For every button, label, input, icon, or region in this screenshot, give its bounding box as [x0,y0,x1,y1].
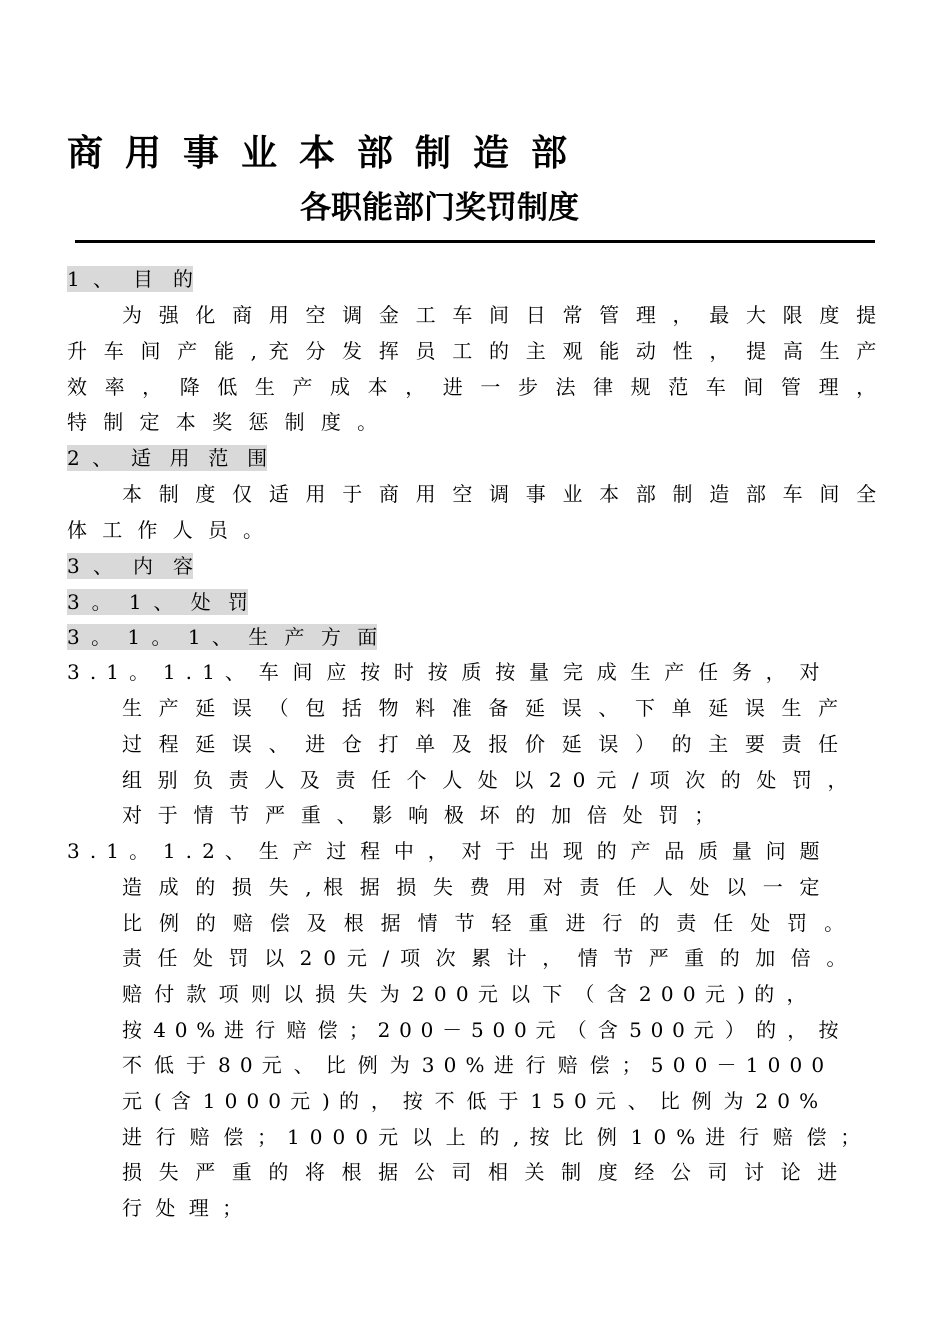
item-line: 3 . 1 。 1 . 2 、 生 产 过 程 中 ， 对 于 出 现 的 产 品 质 量 问 题 [67,839,820,863]
paragraph-line: 本 制 度 仅 适 用 于 商 用 空 调 事 业 本 部 制 造 部 车 间 全 [122,482,877,506]
item-line: 元 ( 含 1 0 0 0 元 ) 的 ， 按 不 低 于 1 5 0 元 、 比 例 为 2 0 % [122,1089,819,1113]
item-line: 损 失 严 重 的 将 根 据 公 司 相 关 制 度 经 公 司 讨 论 进 [122,1160,838,1184]
paragraph-line: 体 工 作 人 员 。 [67,518,264,542]
section-heading-penalty: 3 。 1 、 处 罚 [67,590,249,614]
item-line: 比 例 的 赔 偿 及 根 据 情 节 轻 重 进 行 的 责 任 处 罚 。 [122,911,845,935]
item-line: 过 程 延 误 、 进 仓 打 单 及 报 价 延 误 ） 的 主 要 责 任 [122,732,839,756]
section-heading-production: 3 。 1 。 1 、 生 产 方 面 [67,625,378,649]
paragraph-line: 升 车 间 产 能 , 充 分 发 挥 员 工 的 主 观 能 动 性 ， 提 高 生 产 [67,339,877,363]
paragraph-line: 特 制 定 本 奖 惩 制 度 。 [67,410,378,434]
item-line: 责 任 处 罚 以 2 0 元 / 项 次 累 计 ， 情 节 严 重 的 加 倍 。 [122,946,847,970]
section-heading-purpose: 1 、 目 的 [67,267,194,291]
section-heading-content: 3 、 内 容 [67,554,194,578]
item-line: 3 . 1 。 1 . 1 、 车 间 应 按 时 按 质 按 量 完 成 生 产 任 务 ， 对 [67,660,820,684]
paragraph-line: 为 强 化 商 用 空 调 金 工 车 间 日 常 管 理 ， 最 大 限 度 提 [122,303,877,327]
document-title: 商用事业本部制造部 [67,133,590,174]
section-heading-scope: 2 、 适 用 范 围 [67,446,268,470]
item-line: 造 成 的 损 失 , 根 据 损 失 费 用 对 责 任 人 处 以 一 定 [122,875,820,899]
title-divider [75,240,875,243]
item-line: 不 低 于 8 0 元 、 比 例 为 3 0 % 进 行 赔 偿 ； 5 0 0 － 1 0 0 0 [122,1053,825,1077]
item-line: 行 处 理 ； [122,1196,243,1220]
item-line: 组 别 负 责 人 及 责 任 个 人 处 以 2 0 元 / 项 次 的 处 罚 ， [122,768,848,792]
paragraph-line: 效 率 ， 降 低 生 产 成 本 ， 进 一 步 法 律 规 范 车 间 管 理 ， [67,375,877,399]
item-line: 对 于 情 节 严 重 、 影 响 极 坏 的 加 倍 处 罚 ； [122,803,715,827]
document-subtitle: 各职能部门奖罚制度 [300,190,579,226]
item-line: 进 行 赔 偿 ； 1 0 0 0 元 以 上 的 , 按 比 例 1 0 % 进 行 赔 偿 ； [122,1125,861,1149]
item-line: 按 4 0 % 进 行 赔 偿 ； 2 0 0 － 5 0 0 元 （ 含 5 0 0 元 ） 的 ， 按 [122,1018,839,1042]
item-line: 赔 付 款 项 则 以 损 失 为 2 0 0 元 以 下 （ 含 2 0 0 元 ) 的 ， [122,982,807,1006]
item-line: 生 产 延 误 （ 包 括 物 料 准 备 延 误 、 下 单 延 误 生 产 [122,696,839,720]
